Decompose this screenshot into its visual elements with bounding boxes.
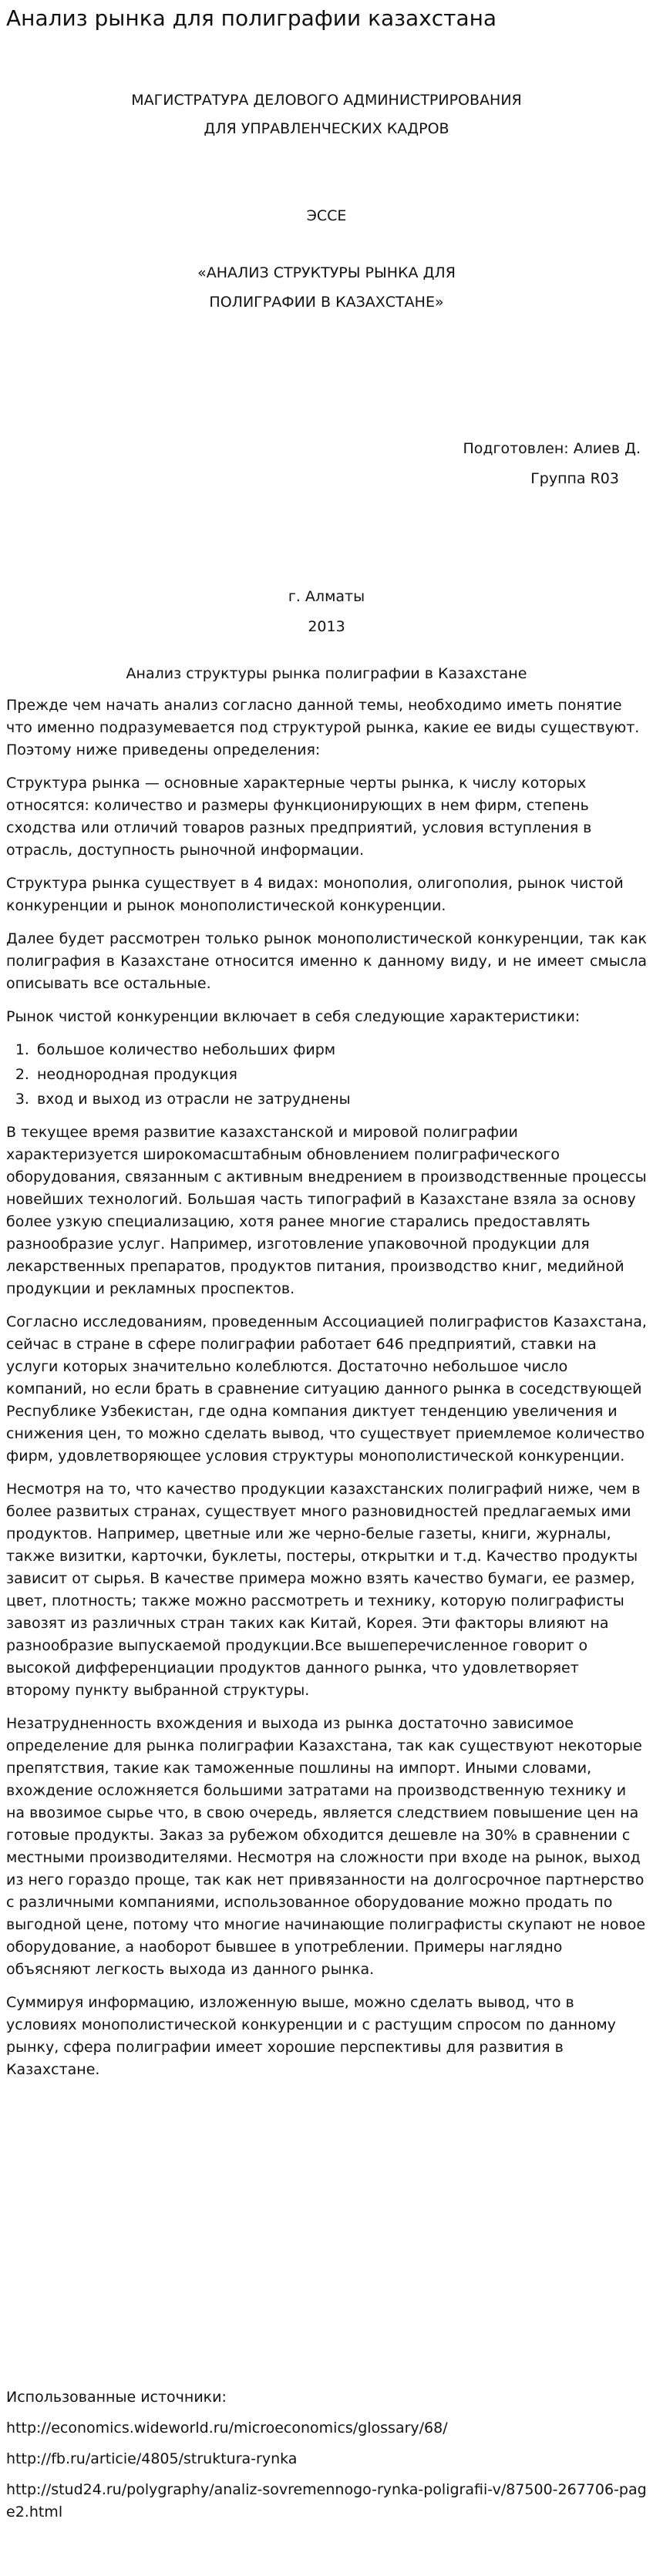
topic-line-1: «АНАЛИЗ СТРУКТУРЫ РЫНКА ДЛЯ — [197, 264, 456, 281]
source-link[interactable]: http://fb.ru/articie/4805/struktura-rynka — [6, 2450, 298, 2467]
source-link[interactable]: http://stud24.ru/polygraphy/analiz-sovremennogo-rynka-poligrafii-v/87500-267706-page2.html — [6, 2481, 647, 2521]
essay-body — [6, 663, 647, 2092]
essay-paragraph-2: Структура рынка — основные характерные черты рынка, к числу которых относятся: количество и размеры функционирующих в нем фирм, степень сходства или отличий товаров разных предприятий, условия вступления в отрасль, доступность рыночной информации. — [6, 775, 592, 859]
topic-line-2: ПОЛИГРАФИИ В КАЗАХСТАНЕ» — [209, 294, 444, 311]
characteristics-list — [6, 1039, 647, 1111]
group-label: Группа R03 — [530, 470, 619, 487]
essay-paragraph-9: Незатрудненность вхождения и выхода из рынка достаточно зависимое определение для рынка полиграфии Казахстана, так как существуют некоторые препятствия, такие как таможенные пошлины на импорт. Иными словами, вхождение осложняется большими затратами на производственную технику и на ввозимое сырье что, в свою очередь, является следствием повышение цен на готовые продукты. Заказ за рубежом обходится дешевле на 30% в сравнении с местными производителями. Несмотря на сложности при входе на рынок, выход из него гораздо проще, так как нет привязанности на долгосрочное партнерство с различными компаниями, использованное оборудование можно продать по выгодной цене, потому что многие начинающие полиграфисты скупают не новое оборудование, а наоборот бывшее в употреблении. Примеры наглядно объясняют легкость выхода из данного рынка. — [6, 1715, 646, 1978]
sources-heading: Использованные источники: — [6, 2389, 227, 2406]
list-item: 3. вход и выход из отрасли не затруднены — [34, 1088, 647, 1111]
source-link[interactable]: http://economics.wideworld.ru/microeconomics/glossary/68/ — [6, 2420, 448, 2436]
genre-label: ЭССЕ — [306, 207, 347, 224]
essay-paragraph-8: Несмотря на то, что качество продукции казахстанских полиграфий ниже, чем в более развитых странах, существует много разновидностей предлагаемых ими продуктов. Например, цветные или же черно-белые газеты, книги, журналы, также визитки, карточки, буклеты, постеры, открытки и т.д. Качество продукты зависит от сырья. В качестве примера можно взять качество бумаги, ее размер, цвет, плотность; также можно рассмотреть и технику, которую полиграфисты завозят из различных стран таких как Китай, Корея. Эти факторы влияют на разнообразие выпускаемой продукции.Все вышеперечисленное говорит о высокой дифференциации продуктов данного рынка, что удовлетворяет второму пункту выбранной структуры. — [6, 1481, 641, 1699]
year-label: 2013 — [308, 618, 345, 635]
list-item: 2. неоднородная продукция — [34, 1064, 647, 1086]
essay-paragraph-7: Согласно исследованиям, проведенным Ассоциацией полиграфистов Казахстана, сейчас в стране в сфере полиграфии работает 646 предприятий, ставки на услуги которых значительно колеблются. Достаточно небольшое число компаний, но если брать в сравнение ситуацию данного рынка в соседствующей Республике Узбекистан, где одна компания диктует тенденцию увеличения и снижения цен, то можно сделать вывод, что существует приемлемое количество фирм, удовлетворяющее условия структуры монополистической конкуренции. — [6, 1313, 647, 1465]
essay-paragraph-10: Суммируя информацию, изложенную выше, можно сделать вывод, что в условиях монополистической конкуренции и с растущим спросом по данному рынку, сфера полиграфии имеет хорошие перспективы для развития в Казахстане. — [6, 1994, 616, 2078]
prepared-by: Подготовлен: Алиев Д. — [463, 440, 641, 457]
list-item: 1. большое количество небольших фирм — [34, 1039, 647, 1061]
essay-paragraph-5: Рынок чистой конкуренции включает в себя следующие характеристики: — [6, 1008, 581, 1025]
essay-paragraph-6: В текущее время развитие казахстанской и мировой полиграфии характеризуется широкомасштабным обновлением полиграфического оборудования, связанным с активным внедрением в производственные процессы новейших технологий. Большая часть типографий в Казахстане взяла за основу более узкую специализацию, хотя ранее многие старались предоставлять разнообразие услуг. Например, изготовление упаковочной продукции для лекарственных препаратов, продуктов питания, производство книг, медийной продукции и рекламных проспектов. — [6, 1124, 647, 1297]
document-title: Анализ рынка для полиграфии казахстана — [6, 5, 497, 31]
city-label: г. Алматы — [288, 588, 365, 605]
sources-section — [6, 2386, 647, 2532]
essay-heading: Анализ структуры рынка полиграфии в Казахстане — [126, 665, 527, 682]
essay-paragraph-1: Прежде чем начать анализ согласно данной темы, необходимо иметь понятие что именно подразумевается под структурой рынка, какие ее виды существуют. Поэтому ниже приведены определения: — [6, 697, 640, 758]
essay-paragraph-3: Структура рынка существует в 4 видах: монополия, олигополия, рынок чистой конкуренции и рынок монополистической конкуренции. — [6, 875, 624, 914]
institution-line-1: МАГИСТРАТУРА ДЕЛОВОГО АДМИНИСТРИРОВАНИЯ — [131, 92, 522, 109]
institution-line-2: ДЛЯ УПРАВЛЕНЧЕСКИХ КАДРОВ — [204, 120, 449, 137]
essay-paragraph-4: Далее будет рассмотрен только рынок монополистической конкуренции, так как полиграфия в Казахстане относится именно к данному виду, и не имеет смысла описывать все остальные. — [6, 930, 647, 992]
